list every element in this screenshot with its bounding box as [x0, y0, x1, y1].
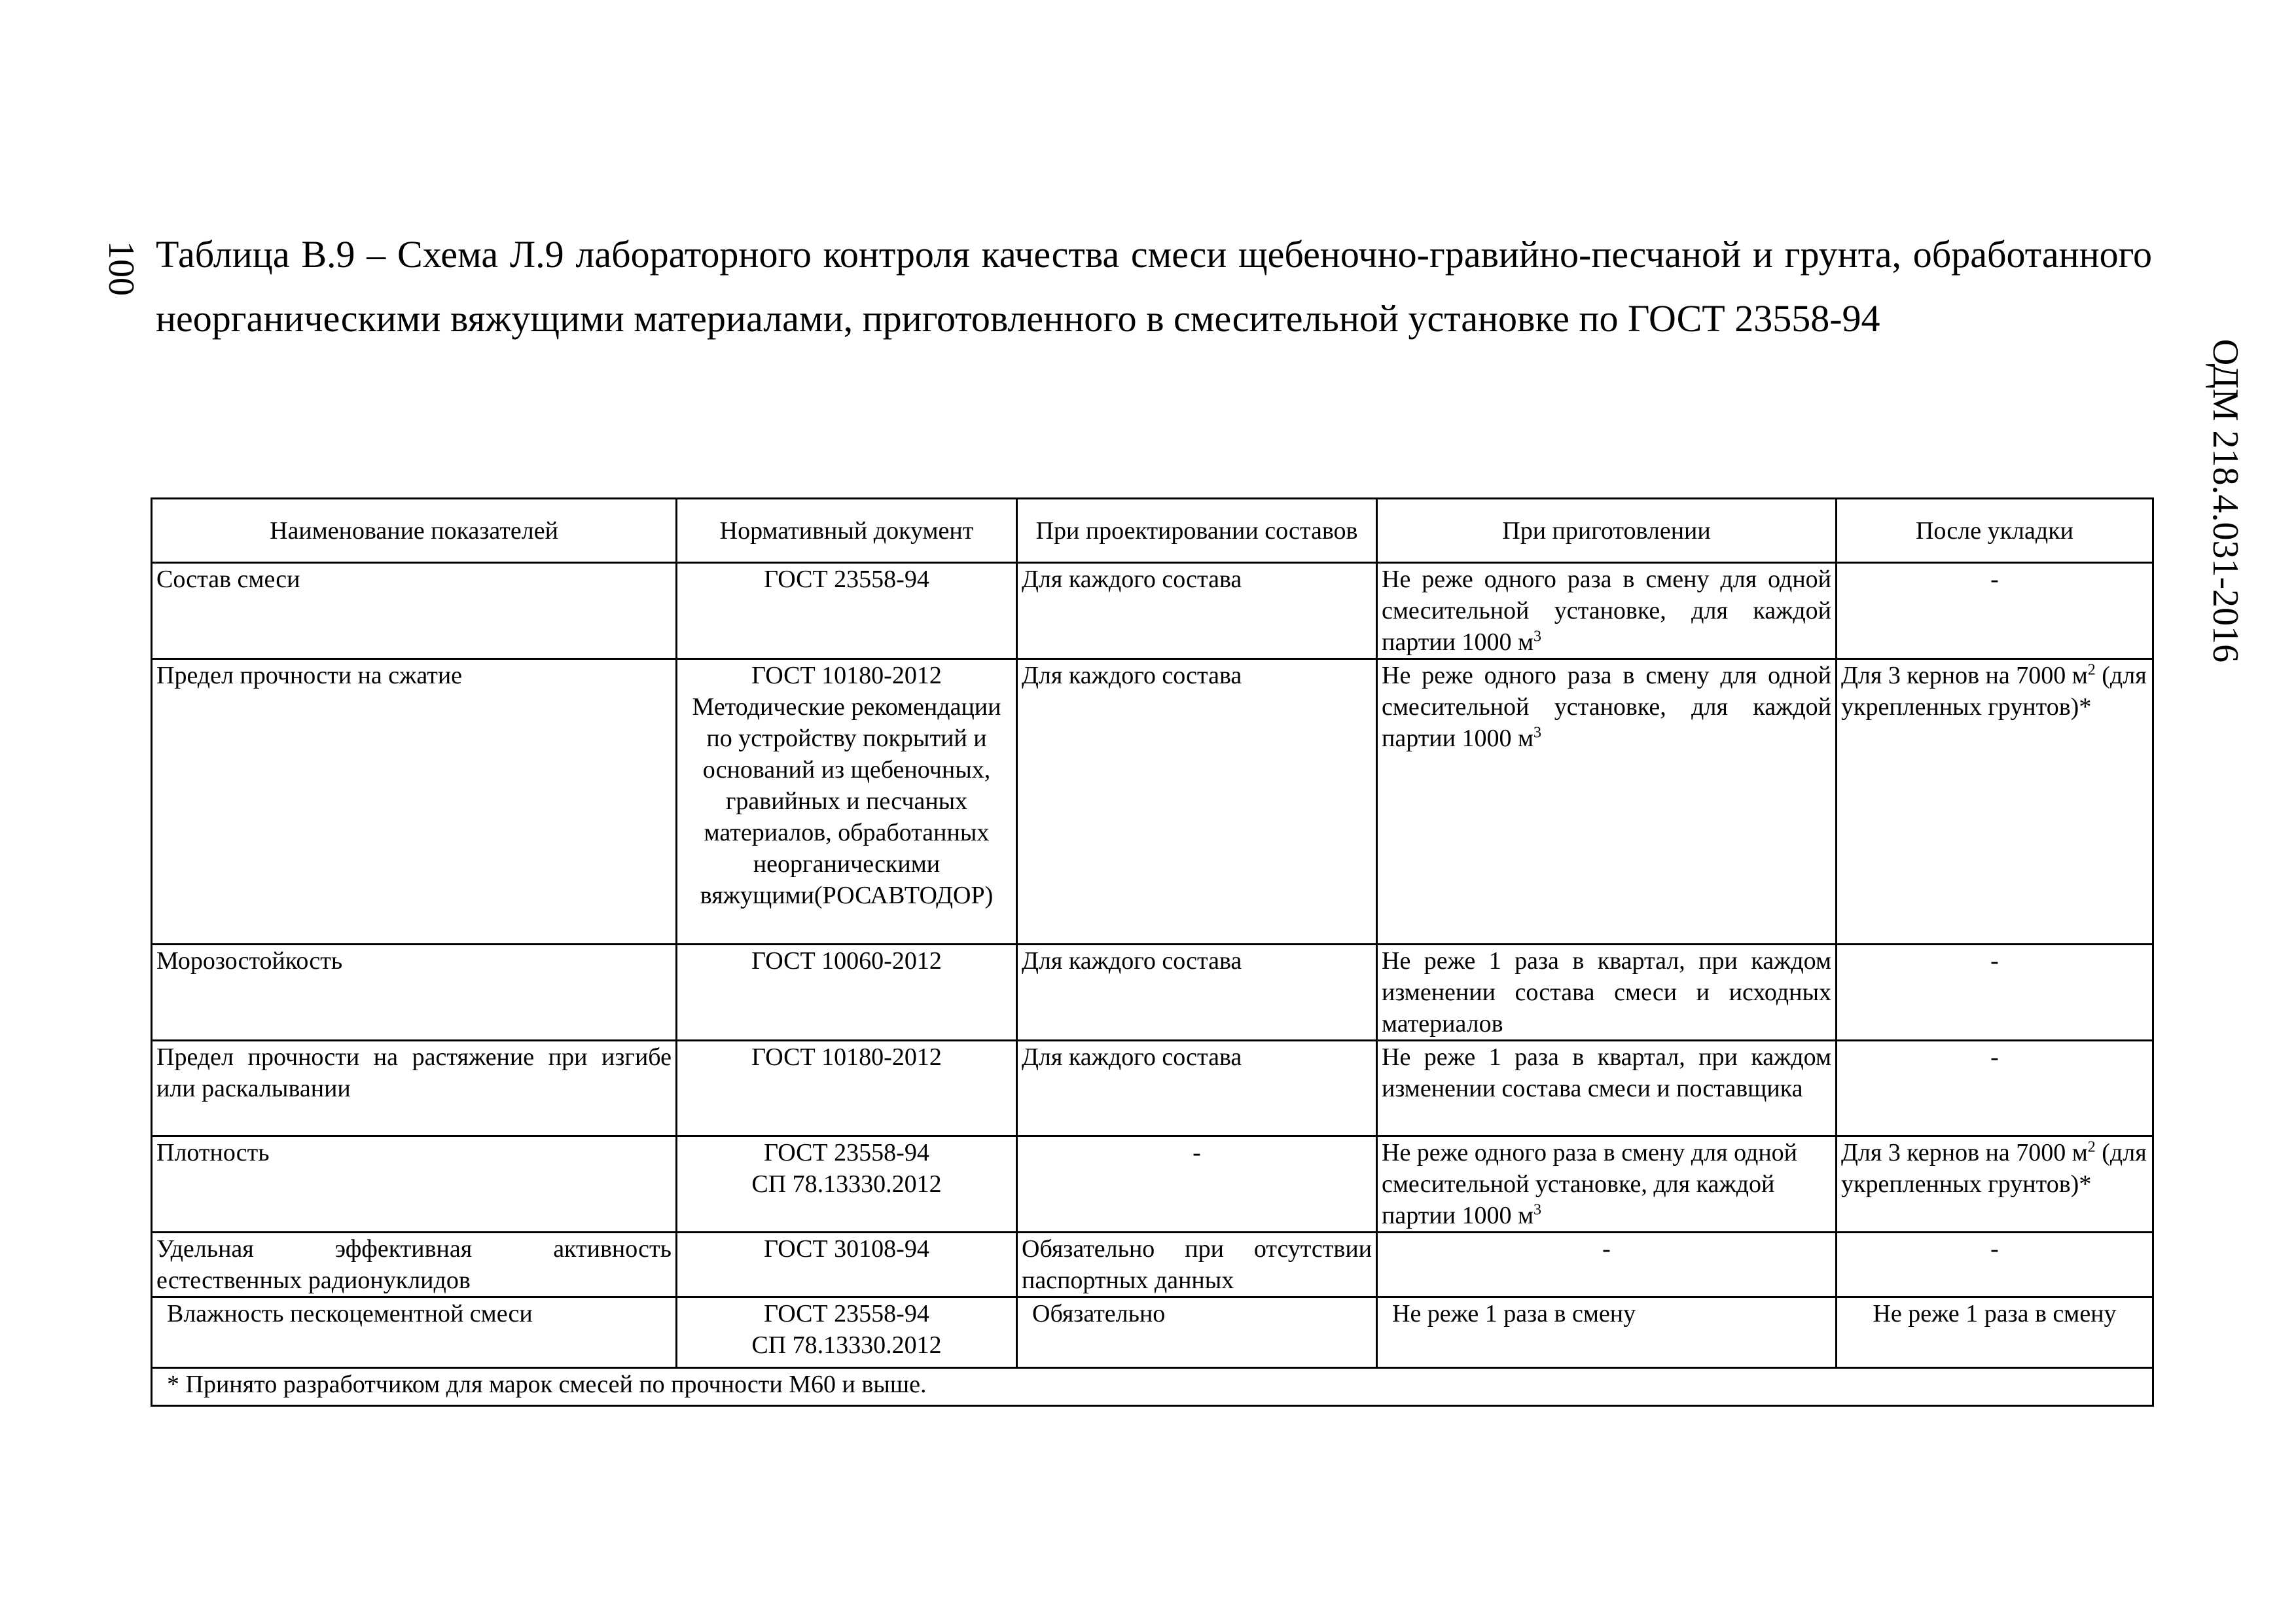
document-code: ОДМ 218.4.031-2016: [2205, 338, 2246, 663]
document-line: Методические рекомендации по устройству покрытий и оснований из щебеночных, гравийных и песчаных материалов, обработанных неорганическими вяжущими(РОСАВТОДОР): [692, 693, 1001, 909]
normative-document: [677, 1297, 1017, 1368]
table-row: [152, 563, 2153, 659]
design-frequency: Для каждого состава: [1017, 659, 1377, 945]
normative-document: [677, 1136, 1017, 1233]
preparation-frequency: [1377, 1136, 1837, 1233]
header-preparation: При приготовлении: [1377, 499, 1837, 563]
table-caption: Таблица В.9 – Схема Л.9 лабораторного контроля качества смеси щебеночно-гравийно-песчаной и грунта, обработанного неорганическими вяжущими материалами, приготовленного в смесительной установке по ГОСТ 23558-94: [156, 233, 2152, 340]
after-laying-frequency: -: [1837, 945, 2153, 1041]
normative-document: [677, 659, 1017, 945]
design-frequency: -: [1017, 1136, 1377, 1233]
table-row: [152, 1233, 2153, 1297]
preparation-frequency: [1377, 563, 1837, 659]
normative-document: [677, 945, 1017, 1041]
table-footnote-row: [152, 1368, 2153, 1406]
page-number: 100: [101, 241, 141, 296]
normative-document: [677, 1041, 1017, 1136]
indicator-name: Плотность: [152, 1136, 677, 1233]
after-laying-frequency: -: [1837, 1233, 2153, 1297]
header-document: Нормативный документ: [677, 499, 1017, 563]
after-laying-text: Для 3 кернов на 7000 м: [1841, 1139, 2088, 1166]
table-row: [152, 1041, 2153, 1136]
document-line: ГОСТ 23558-94: [764, 1139, 929, 1166]
design-frequency: Обязательно: [1017, 1297, 1377, 1368]
after-laying-note: (для укрепленных грунтов)*: [1841, 1139, 2147, 1198]
document-line: ГОСТ 23558-94: [764, 1300, 929, 1327]
preparation-frequency: Не реже 1 раза в смену: [1377, 1297, 1837, 1368]
design-frequency: Для каждого состава: [1017, 1041, 1377, 1136]
preparation-text: Не реже одного раза в смену для одной смесительной установке, для каждой партии 1000 м: [1382, 566, 1831, 656]
table-footnote: * Принято разработчиком для марок смесей по прочности М60 и выше.: [152, 1368, 2153, 1406]
after-laying-frequency: [1837, 1136, 2153, 1233]
design-frequency: Обязательно при отсутствии паспортных данных: [1017, 1233, 1377, 1297]
indicator-name: Состав смеси: [152, 563, 677, 659]
after-laying-frequency: -: [1837, 1041, 2153, 1136]
after-laying-frequency: -: [1837, 563, 2153, 659]
normative-document: [677, 1233, 1017, 1297]
normative-document: [677, 563, 1017, 659]
preparation-frequency: -: [1377, 1233, 1837, 1297]
preparation-text: Не реже одного раза в смену для одной смесительной установке, для каждой партии 1000 м: [1382, 1139, 1797, 1229]
document-line: ГОСТ 23558-94: [764, 566, 929, 593]
after-laying-text: Для 3 кернов на 7000 м: [1841, 662, 2088, 689]
after-laying-note: (для укрепленных грунтов)*: [1841, 662, 2147, 721]
document-line: ГОСТ 10060-2012: [751, 947, 942, 975]
design-frequency: Для каждого состава: [1017, 945, 1377, 1041]
table-row: [152, 1297, 2153, 1368]
unit-superscript: 3: [1534, 628, 1542, 645]
document-line: ГОСТ 10180-2012: [751, 662, 942, 689]
indicator-name: Влажность пескоцементной смеси: [152, 1297, 677, 1368]
preparation-frequency: Не реже 1 раза в квартал, при каждом изменении состава смеси и поставщика: [1377, 1041, 1837, 1136]
table-row: [152, 659, 2153, 945]
table-header-row: [152, 499, 2153, 563]
document-line: СП 78.13330.2012: [751, 1170, 942, 1198]
header-design: При проектировании составов: [1017, 499, 1377, 563]
quality-control-table: [151, 497, 2154, 1407]
unit-superscript: 2: [2087, 661, 2096, 679]
header-after-laying: После укладки: [1837, 499, 2153, 563]
document-line: ГОСТ 30108-94: [764, 1235, 929, 1263]
table-row: [152, 1136, 2153, 1233]
after-laying-frequency: [1837, 659, 2153, 945]
document-line: ГОСТ 10180-2012: [751, 1043, 942, 1071]
unit-superscript: 2: [2087, 1138, 2096, 1156]
indicator-name: Морозостойкость: [152, 945, 677, 1041]
indicator-name: Предел прочности на растяжение при изгибе или раскалывании: [152, 1041, 677, 1136]
table-row: [152, 945, 2153, 1041]
after-laying-frequency: Не реже 1 раза в смену: [1837, 1297, 2153, 1368]
header-indicator: Наименование показателей: [152, 499, 677, 563]
design-frequency: Для каждого состава: [1017, 563, 1377, 659]
preparation-text: Не реже одного раза в смену для одной смесительной установке, для каждой партии 1000 м: [1382, 662, 1831, 752]
indicator-name: Удельная эффективная активность естественных радионуклидов: [152, 1233, 677, 1297]
document-line: СП 78.13330.2012: [751, 1331, 942, 1359]
preparation-frequency: Не реже 1 раза в квартал, при каждом изменении состава смеси и исходных материалов: [1377, 945, 1837, 1041]
unit-superscript: 3: [1534, 1201, 1542, 1219]
preparation-frequency: [1377, 659, 1837, 945]
unit-superscript: 3: [1534, 724, 1542, 742]
indicator-name: Предел прочности на сжатие: [152, 659, 677, 945]
